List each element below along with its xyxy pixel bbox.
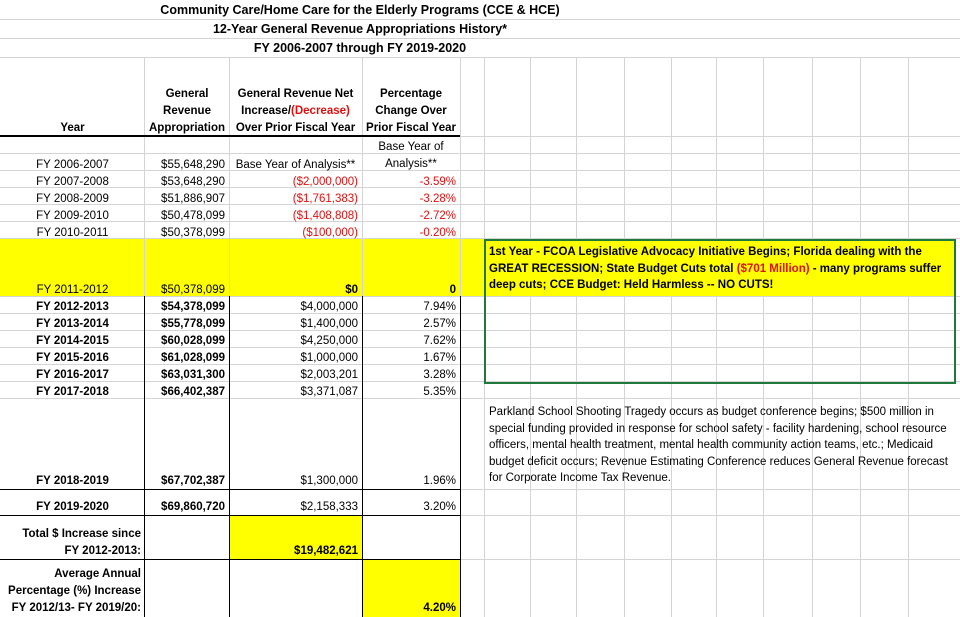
row-percent-change: 3.28% (423, 369, 456, 381)
note-2018-text: Parkland School Shooting Tragedy occurs as budget conference begins; $500 million in special funding provided in response for school safety - facility hardening, school resource officers, mental health treatment, mental health community action teams, etc.; Medicaid budget deficit occurs; Revenue Estimating Conference reduces General Revenue forecast for Corporate Income Tax Revenue. (489, 406, 948, 484)
row-year: FY 2014-2015 (36, 335, 109, 347)
avg-increase-label-3: FY 2012/13- FY 2019/20: (11, 602, 141, 614)
row-percent-change: 7.62% (423, 335, 456, 347)
row-net-change: $3,371,087 (300, 386, 358, 398)
row-year: FY 2010-2011 (36, 227, 109, 239)
header-net-3: Over Prior Fiscal Year (235, 122, 356, 134)
row-net-change: Base Year of Analysis** (235, 159, 356, 171)
row-net-change: $1,400,000 (300, 318, 358, 330)
grid-row-line (0, 153, 960, 154)
note-2011-text: 1st Year - FCOA Legislative Advocacy Initiative Begins; Florida dealing with the GREAT RECESSION; State Budget Cuts total ($701 Million) - many programs suffer deep cuts; CCE Budget: Held Harmless -- NO CUTS! (489, 246, 942, 291)
page-subtitle: 12-Year General Revenue Appropriations History* (212, 22, 508, 36)
row-percent-change: -3.28% (419, 193, 456, 205)
page-title: Community Care/Home Care for the Elderly Programs (CCE & HCE) (160, 3, 560, 17)
header-pct-2: Change Over (375, 105, 447, 117)
header-approp-3: Appropriation (148, 122, 226, 134)
row-net-change: $0 (345, 284, 358, 296)
total-increase-label-2: FY 2012-2013: (64, 545, 141, 557)
header-underline (0, 135, 460, 137)
row-year: FY 2007-2008 (36, 176, 109, 188)
row-year: FY 2019-2020 (36, 501, 109, 513)
header-approp-1: General (165, 88, 209, 100)
row-net-change: $1,000,000 (300, 352, 358, 364)
row-percent-change: 1.67% (423, 352, 456, 364)
table-border-3 (362, 296, 363, 617)
header-pct-1: Percentage (379, 88, 442, 100)
table-border-2 (229, 296, 230, 617)
row-percent-change: 5.35% (423, 386, 456, 398)
row-year: FY 2018-2019 (36, 475, 109, 487)
header-pct-3: Prior Fiscal Year (366, 122, 456, 134)
row-percent-change: 2.57% (423, 318, 456, 330)
row-net-change: $1,300,000 (300, 475, 358, 487)
row-net-change: $4,250,000 (300, 335, 358, 347)
row-percent-change: -2.72% (419, 210, 456, 222)
row-appropriation: $50,478,099 (161, 210, 225, 222)
table-border-1 (144, 296, 145, 617)
row-appropriation: $53,648,290 (161, 176, 225, 188)
row-year: FY 2011-2012 (36, 284, 109, 296)
row-appropriation: $55,778,099 (161, 318, 225, 330)
row-percent-change: 0 (449, 284, 456, 296)
row-appropriation: $60,028,099 (161, 335, 225, 347)
row-percent-change: -3.59% (419, 176, 456, 188)
row-net-change: $2,158,333 (300, 501, 358, 513)
row-percent-change: 7.94% (423, 301, 456, 313)
row-net-change: ($2,000,000) (292, 176, 358, 188)
row-net-change: ($1,761,383) (292, 193, 358, 205)
row-year: FY 2008-2009 (36, 193, 109, 205)
row-percent-change: 1.96% (423, 475, 456, 487)
table-border-h1 (0, 489, 460, 490)
header-approp-2: Revenue (163, 105, 211, 117)
table-border-4 (460, 296, 461, 617)
row-appropriation: $50,378,099 (161, 284, 225, 296)
header-year: Year (60, 122, 85, 134)
row-year: FY 2009-2010 (36, 210, 109, 222)
row-year: FY 2012-2013 (36, 301, 109, 313)
row-appropriation: $50,378,099 (161, 227, 225, 239)
table-border-h2 (0, 515, 460, 516)
avg-increase-label-1: Average Annual (54, 568, 141, 580)
row-net-change: $4,000,000 (300, 301, 358, 313)
row-appropriation: $63,031,300 (161, 369, 225, 381)
row-appropriation: $61,028,099 (161, 352, 225, 364)
total-increase-label-1: Total $ Increase since (22, 528, 141, 540)
row-appropriation: $54,378,099 (161, 301, 225, 313)
row-appropriation: $66,402,387 (161, 386, 225, 398)
header-net-2: Increase/(Decrease) (241, 105, 350, 117)
row-appropriation: $67,702,387 (161, 475, 225, 487)
page-date-range: FY 2006-2007 through FY 2019-2020 (253, 41, 467, 55)
row-appropriation: $55,648,290 (161, 159, 225, 171)
base-year-pct-1: Base Year of (378, 141, 444, 153)
row-year: FY 2017-2018 (36, 386, 109, 398)
row-year: FY 2016-2017 (36, 369, 109, 381)
total-increase-value: $19,482,621 (294, 545, 358, 557)
header-net-1: General Revenue Net (237, 88, 354, 100)
table-border-h3 (0, 559, 460, 560)
avg-increase-value: 4.20% (423, 602, 456, 614)
row-appropriation: $69,860,720 (161, 501, 225, 513)
row-percent-change: -0.20% (419, 227, 456, 239)
row-year: FY 2013-2014 (36, 318, 109, 330)
avg-increase-label-2: Percentage (%) Increase (8, 585, 141, 597)
row-percent-change: 3.20% (423, 501, 456, 513)
base-year-pct-2: Analysis** (385, 158, 437, 170)
row-appropriation: $51,886,907 (161, 193, 225, 205)
row-year: FY 2015-2016 (36, 352, 109, 364)
row-net-change: ($100,000) (302, 227, 358, 239)
row-year: FY 2006-2007 (36, 159, 109, 171)
row-net-change: $2,003,201 (300, 369, 358, 381)
row-net-change: ($1,408,808) (292, 210, 358, 222)
